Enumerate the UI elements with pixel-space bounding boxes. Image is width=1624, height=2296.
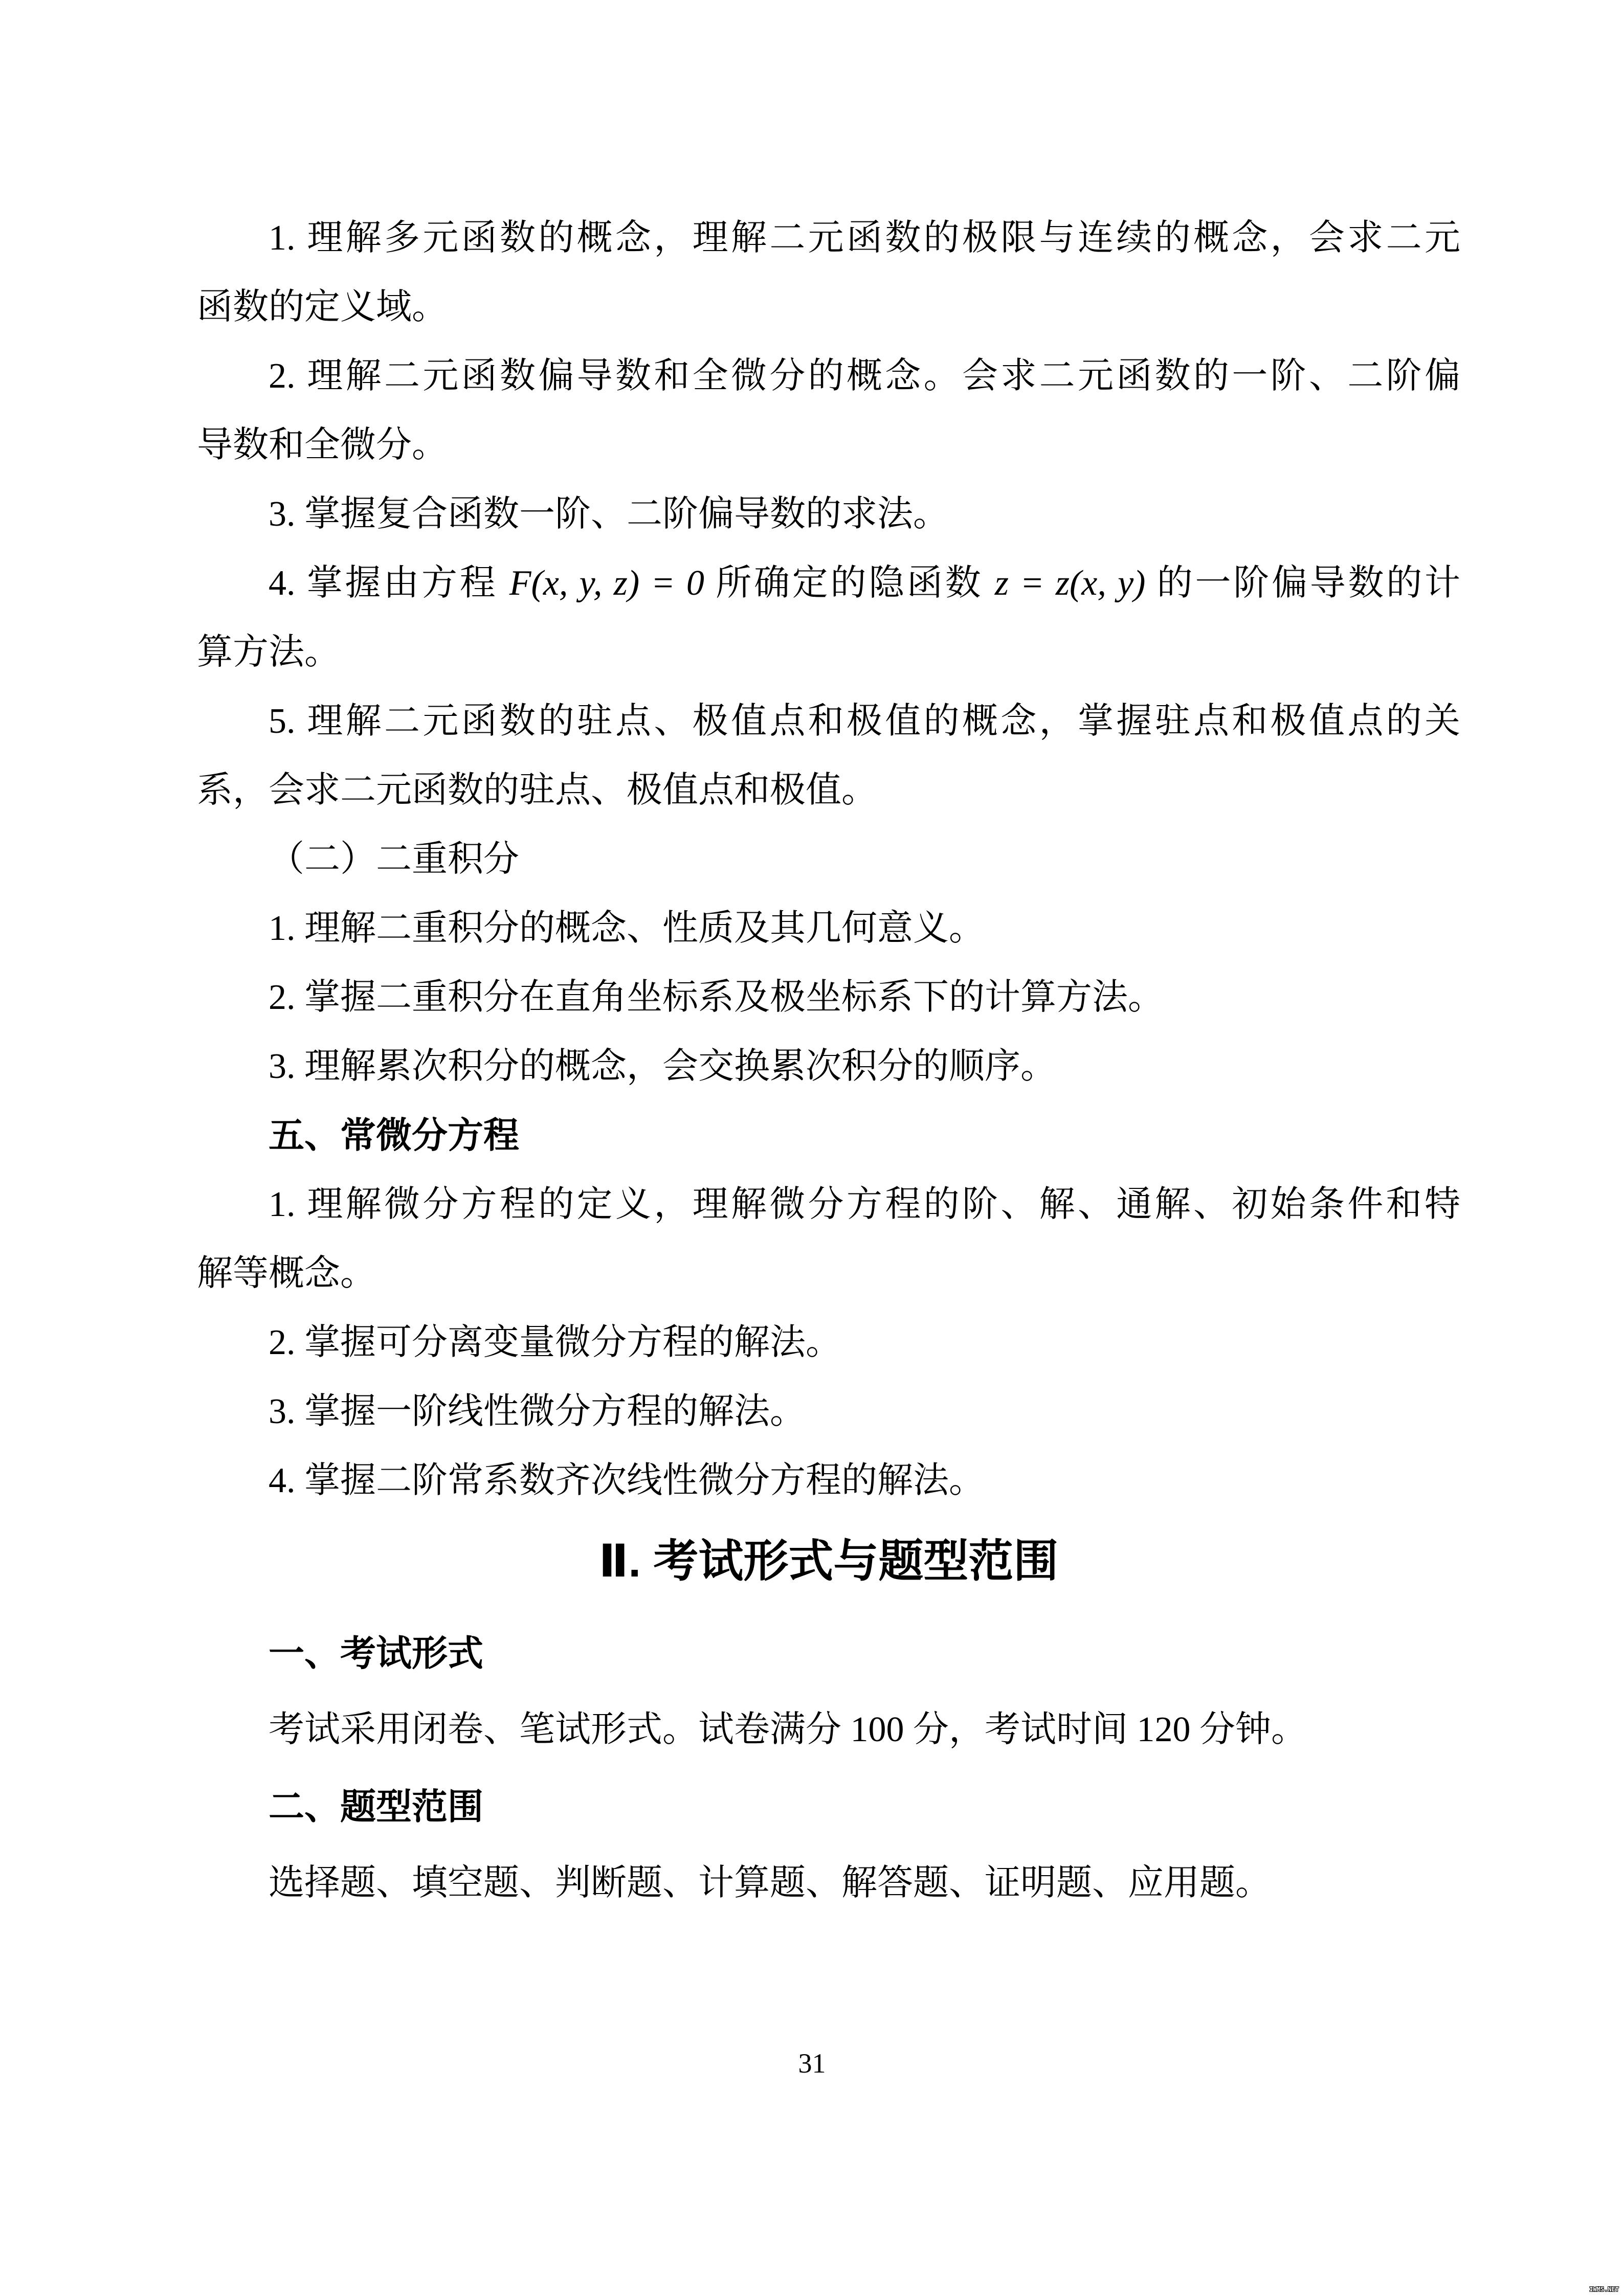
text-segment: 二、题型范围 <box>269 1787 483 1827</box>
text-line <box>197 894 1460 963</box>
text-segment: 2. 掌握二重积分在直角坐标系及极坐标系下的计算方法。 <box>269 978 1164 1017</box>
document-body <box>197 204 1460 1922</box>
text-line <box>197 480 1460 549</box>
text-segment: 3. 理解累次积分的概念，会交换累次积分的顺序。 <box>269 1047 1056 1086</box>
text-segment: 2. 掌握可分离变量微分方程的解法。 <box>269 1323 841 1362</box>
text-segment: 4. 掌握二阶常系数齐次线性微分方程的解法。 <box>269 1461 985 1500</box>
chapter-heading <box>197 1615 1460 1692</box>
text-segment: 导数和全微分。 <box>197 425 448 465</box>
text-line <box>197 1377 1460 1446</box>
text-line <box>197 825 1460 894</box>
text-segment: 选择题、填空题、判断题、计算题、解答题、证明题、应用题。 <box>269 1863 1271 1903</box>
text-line <box>197 1239 1460 1308</box>
text-segment: 4. 掌握由方程 <box>269 564 509 603</box>
text-segment: 函数的定义域。 <box>197 287 448 327</box>
text-segment: 3. 掌握复合函数一阶、二阶偏导数的求法。 <box>269 494 949 534</box>
text-line <box>197 756 1460 825</box>
text-line <box>197 1032 1460 1101</box>
text-segment: 1. 理解二重积分的概念、性质及其几何意义。 <box>269 909 985 948</box>
text-line <box>197 1170 1460 1239</box>
text-segment: 1. 理解微分方程的定义，理解微分方程的阶、解、通解、初始条件和特 <box>269 1185 1460 1224</box>
chapter-heading <box>197 1768 1460 1845</box>
text-line <box>197 549 1460 618</box>
text-line <box>197 204 1460 273</box>
text-line <box>197 1845 1460 1922</box>
text-segment: 一、考试形式 <box>269 1633 483 1673</box>
page-number: 31 <box>798 2048 826 2079</box>
text-line <box>197 618 1460 687</box>
text-segment: 解等概念。 <box>197 1254 376 1293</box>
text-line <box>197 273 1460 342</box>
math-formula: z = z(x, y) <box>994 564 1146 603</box>
text-segment: 1. 理解多元函数的概念，理解二元函数的极限与连续的概念，会求二元 <box>269 218 1460 258</box>
text-segment: 5. 理解二元函数的驻点、极值点和极值的概念，掌握驻点和极值点的关 <box>269 702 1460 741</box>
text-segment: 的一阶偏导数的计 <box>1145 564 1461 603</box>
text-line <box>197 1446 1460 1515</box>
text-segment: 算方法。 <box>197 633 340 672</box>
text-segment: Ⅱ. 考试形式与题型范围 <box>598 1536 1059 1586</box>
text-line <box>197 342 1460 411</box>
text-line <box>197 1308 1460 1377</box>
text-line <box>197 963 1460 1032</box>
section-title <box>197 1515 1460 1607</box>
text-line <box>197 1692 1460 1768</box>
text-segment: 五、常微分方程 <box>269 1115 519 1155</box>
text-segment: 考试采用闭卷、笔试形式。试卷满分 100 分，考试时间 120 分钟。 <box>269 1710 1307 1749</box>
chapter-heading <box>197 1101 1460 1170</box>
text-segment: 3. 掌握一阶线性微分方程的解法。 <box>269 1392 806 1431</box>
text-segment: 系，会求二元函数的驻点、极值点和极值。 <box>197 771 877 810</box>
watermark: IWMS.NET <box>1589 2286 1619 2293</box>
text-segment: 所确定的隐函数 <box>704 564 995 603</box>
text-segment: 2. 理解二元函数偏导数和全微分的概念。会求二元函数的一阶、二阶偏 <box>269 356 1460 396</box>
math-formula: F(x, y, z) = 0 <box>509 564 704 603</box>
text-line <box>197 687 1460 756</box>
text-line <box>197 411 1460 480</box>
text-segment: （二）二重积分 <box>269 840 519 879</box>
